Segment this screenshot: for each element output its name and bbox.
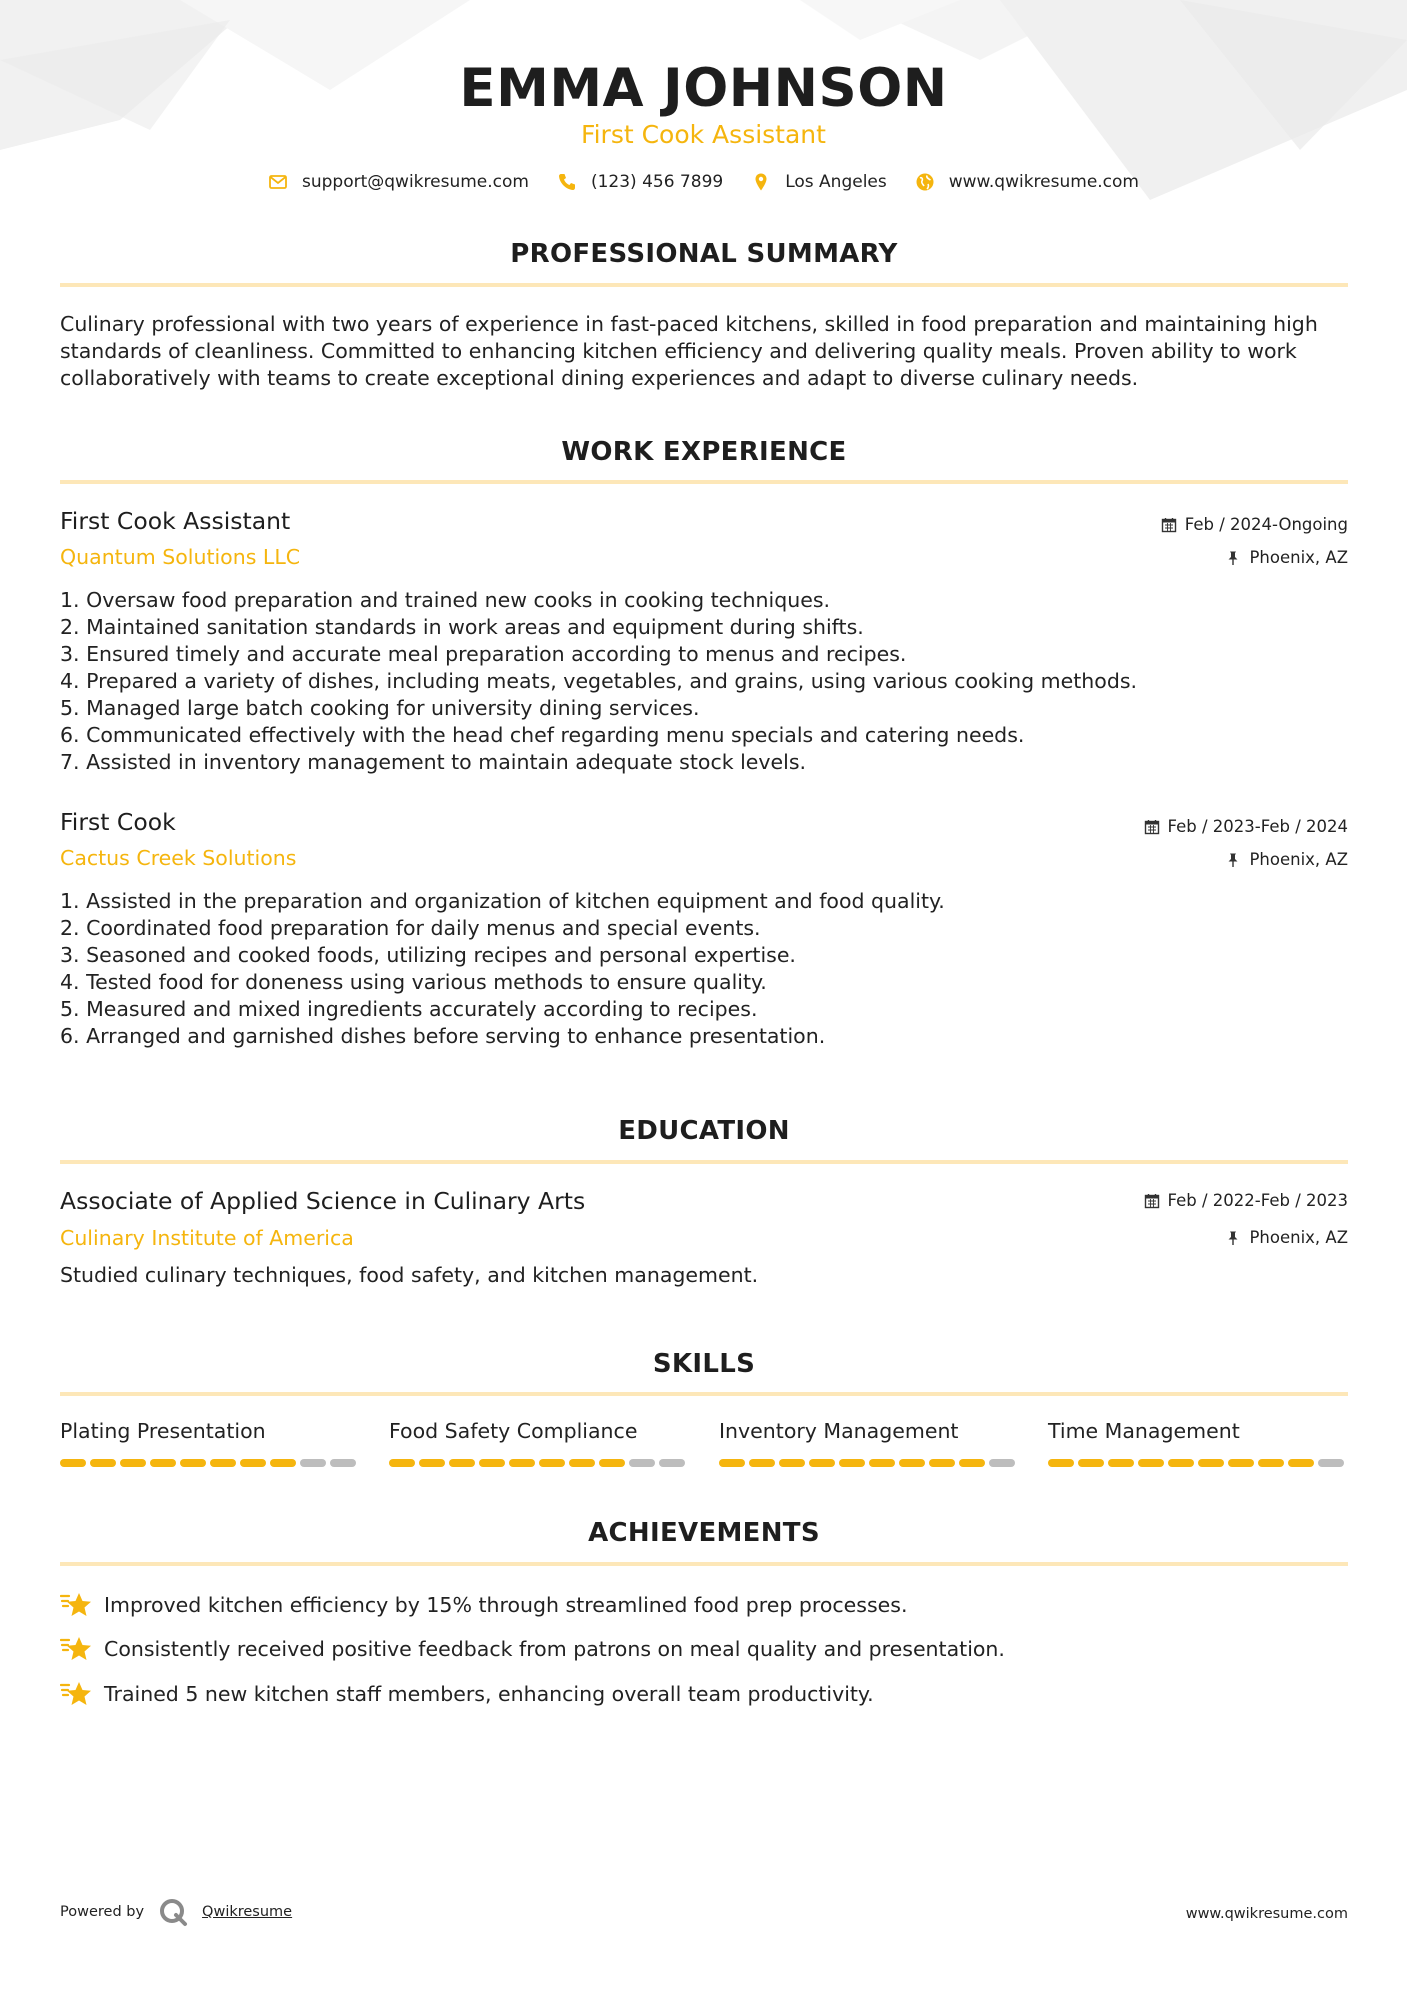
skill-level-segment [509,1459,535,1467]
job-location [1225,548,1348,567]
list-item: 3. Ensured timely and accurate meal preparation according to menus and recipes. [60,642,907,666]
job-dates-text: Feb / 2024-Ongoing [1184,515,1348,534]
skill-name: Plating Presentation [60,1419,266,1443]
job-dates [1161,515,1348,534]
contact-email[interactable] [268,172,529,192]
summary-line: standards of cleanliness. Committed to enhancing kitchen efficiency and delivering quality meals. Proven ability to work [60,339,1297,363]
job-dates-text: Feb / 2023-Feb / 2024 [1167,817,1348,836]
pushpin-icon [1225,550,1241,566]
degree-title: Associate of Applied Science in Culinary Arts [60,1187,586,1215]
skill-level-segment [719,1459,745,1467]
skill-level-segment [1168,1459,1194,1467]
summary-divider [60,283,1348,287]
summary-line: collaboratively with teams to create exceptional dining experiences and adapt to diverse culinary needs. [60,366,1139,390]
job-company: Quantum Solutions LLC [60,545,301,569]
contact-location [751,172,887,192]
skill-level-segment [839,1459,865,1467]
list-item: 5. Managed large batch cooking for university dining services. [60,696,700,720]
job-title: First Cook Assistant [60,507,291,535]
list-item: 4. Prepared a variety of dishes, including meats, vegetables, and grains, using various cooking methods. [60,669,1138,693]
job-dates [1144,817,1348,836]
skill-name: Time Management [1048,1419,1240,1443]
skill-level-segment [1198,1459,1224,1467]
job-responsibilities [60,888,1340,1050]
achievement-text: Consistently received positive feedback from patrons on meal quality and presentation. [104,1637,1005,1661]
candidate-role: First Cook Assistant [581,120,826,149]
skill-level-segment [240,1459,266,1467]
job-location [1225,850,1348,869]
pushpin-icon [1225,852,1241,868]
skill-level-segment [629,1459,655,1467]
contact-phone[interactable] [557,172,723,192]
school-name: Culinary Institute of America [60,1226,354,1250]
footer-website-link[interactable]: www.qwikresume.com [1185,1906,1348,1922]
skill-level-segment [60,1459,86,1467]
skill-item [389,1419,689,1447]
skill-level-segment [180,1459,206,1467]
skill-level-segment [869,1459,895,1467]
list-item: 2. Coordinated food preparation for daily menus and special events. [60,916,761,940]
skill-name: Inventory Management [719,1419,959,1443]
skill-level-segment [989,1459,1015,1467]
achievements-heading: ACHIEVEMENTS [588,1518,820,1548]
achievements-divider [60,1562,1348,1566]
skill-level-segment [1048,1459,1074,1467]
skill-level-segment [929,1459,955,1467]
skill-item [60,1419,360,1447]
globe-icon [915,172,935,192]
skill-level-segment [419,1459,445,1467]
summary-heading: PROFESSIONAL SUMMARY [510,239,898,269]
calendar-icon [1144,819,1160,835]
phone-icon [557,172,577,192]
skill-level-segment [389,1459,415,1467]
footer-powered-by [60,1897,292,1927]
job-responsibilities [60,587,1340,776]
achievement-text: Improved kitchen efficiency by 15% through streamlined food prep processes. [104,1593,908,1617]
candidate-name: EMMA JOHNSON [459,58,948,119]
location-text: Los Angeles [785,172,887,192]
skill-name: Food Safety Compliance [389,1419,638,1443]
skill-level-segment [120,1459,146,1467]
skill-level-segment [1258,1459,1284,1467]
achievement-item [60,1679,874,1709]
list-item: 3. Seasoned and cooked foods, utilizing recipes and personal expertise. [60,943,796,967]
skill-level-segment [1288,1459,1314,1467]
achievement-item [60,1590,907,1620]
star-icon [60,1679,92,1709]
skill-level-segment [779,1459,805,1467]
email-text: support@qwikresume.com [302,172,529,192]
skill-level-segment [150,1459,176,1467]
skill-level-bar [1048,1459,1348,1467]
list-item: 6. Communicated effectively with the head chef regarding menu specials and catering needs. [60,723,1025,747]
education-description: Studied culinary techniques, food safety, and kitchen management. [60,1263,759,1287]
skill-level-segment [569,1459,595,1467]
list-item: 4. Tested food for doneness using various methods to ensure quality. [60,970,767,994]
skill-level-bar [60,1459,360,1467]
skill-level-segment [899,1459,925,1467]
skill-item [719,1419,1019,1447]
job-company: Cactus Creek Solutions [60,846,297,870]
skills-heading: SKILLS [652,1349,756,1379]
map-pin-icon [751,172,771,192]
calendar-icon [1144,1193,1160,1209]
summary-text [60,311,1350,392]
achievement-text: Trained 5 new kitchen staff members, enhancing overall team productivity. [104,1682,874,1706]
skill-level-segment [90,1459,116,1467]
skill-level-segment [749,1459,775,1467]
phone-text: (123) 456 7899 [590,172,724,192]
list-item: 1. Assisted in the preparation and organization of kitchen equipment and food quality. [60,889,945,913]
education-location [1225,1228,1348,1247]
achievement-item [60,1634,1005,1664]
list-item: 1. Oversaw food preparation and trained new cooks in cooking techniques. [60,588,831,612]
pushpin-icon [1225,1230,1241,1246]
education-location-text: Phoenix, AZ [1249,1228,1348,1247]
list-item: 5. Measured and mixed ingredients accurately according to recipes. [60,997,758,1021]
job-location-text: Phoenix, AZ [1249,548,1348,567]
list-item: 6. Arranged and garnished dishes before serving to enhance presentation. [60,1024,826,1048]
contact-bar [0,172,1407,192]
job-title: First Cook [60,808,176,836]
education-dates-text: Feb / 2022-Feb / 2023 [1167,1191,1348,1210]
calendar-icon [1161,517,1177,533]
skill-level-segment [449,1459,475,1467]
skill-level-segment [479,1459,505,1467]
skill-level-segment [809,1459,835,1467]
skill-level-segment [1228,1459,1254,1467]
skill-level-bar [719,1459,1019,1467]
list-item: 7. Assisted in inventory management to maintain adequate stock levels. [60,750,807,774]
skills-divider [60,1392,1348,1396]
skill-level-segment [300,1459,326,1467]
skill-level-segment [210,1459,236,1467]
education-dates [1144,1191,1348,1210]
qwikresume-logo-icon [158,1897,188,1927]
list-item: 2. Maintained sanitation standards in work areas and equipment during shifts. [60,615,864,639]
education-heading: EDUCATION [618,1116,790,1146]
skill-level-segment [599,1459,625,1467]
summary-line: Culinary professional with two years of experience in fast-paced kitchens, skilled in food preparation and maintaining high [60,312,1318,336]
star-icon [60,1590,92,1620]
skill-level-segment [539,1459,565,1467]
skill-level-segment [1138,1459,1164,1467]
skill-level-bar [389,1459,689,1467]
skill-level-segment [959,1459,985,1467]
skill-level-segment [659,1459,685,1467]
skill-level-segment [1108,1459,1134,1467]
experience-divider [60,480,1348,484]
website-text: www.qwikresume.com [948,172,1139,192]
education-divider [60,1160,1348,1164]
skill-level-segment [270,1459,296,1467]
envelope-icon [268,172,288,192]
skill-level-segment [330,1459,356,1467]
skill-level-segment [1318,1459,1344,1467]
experience-heading: WORK EXPERIENCE [561,437,847,467]
job-location-text: Phoenix, AZ [1249,850,1348,869]
contact-website[interactable] [915,172,1139,192]
skill-item [1048,1419,1348,1447]
brand-link[interactable]: Qwikresume [202,1904,293,1920]
star-icon [60,1634,92,1664]
powered-by-label: Powered by [60,1904,145,1920]
skill-level-segment [1078,1459,1104,1467]
